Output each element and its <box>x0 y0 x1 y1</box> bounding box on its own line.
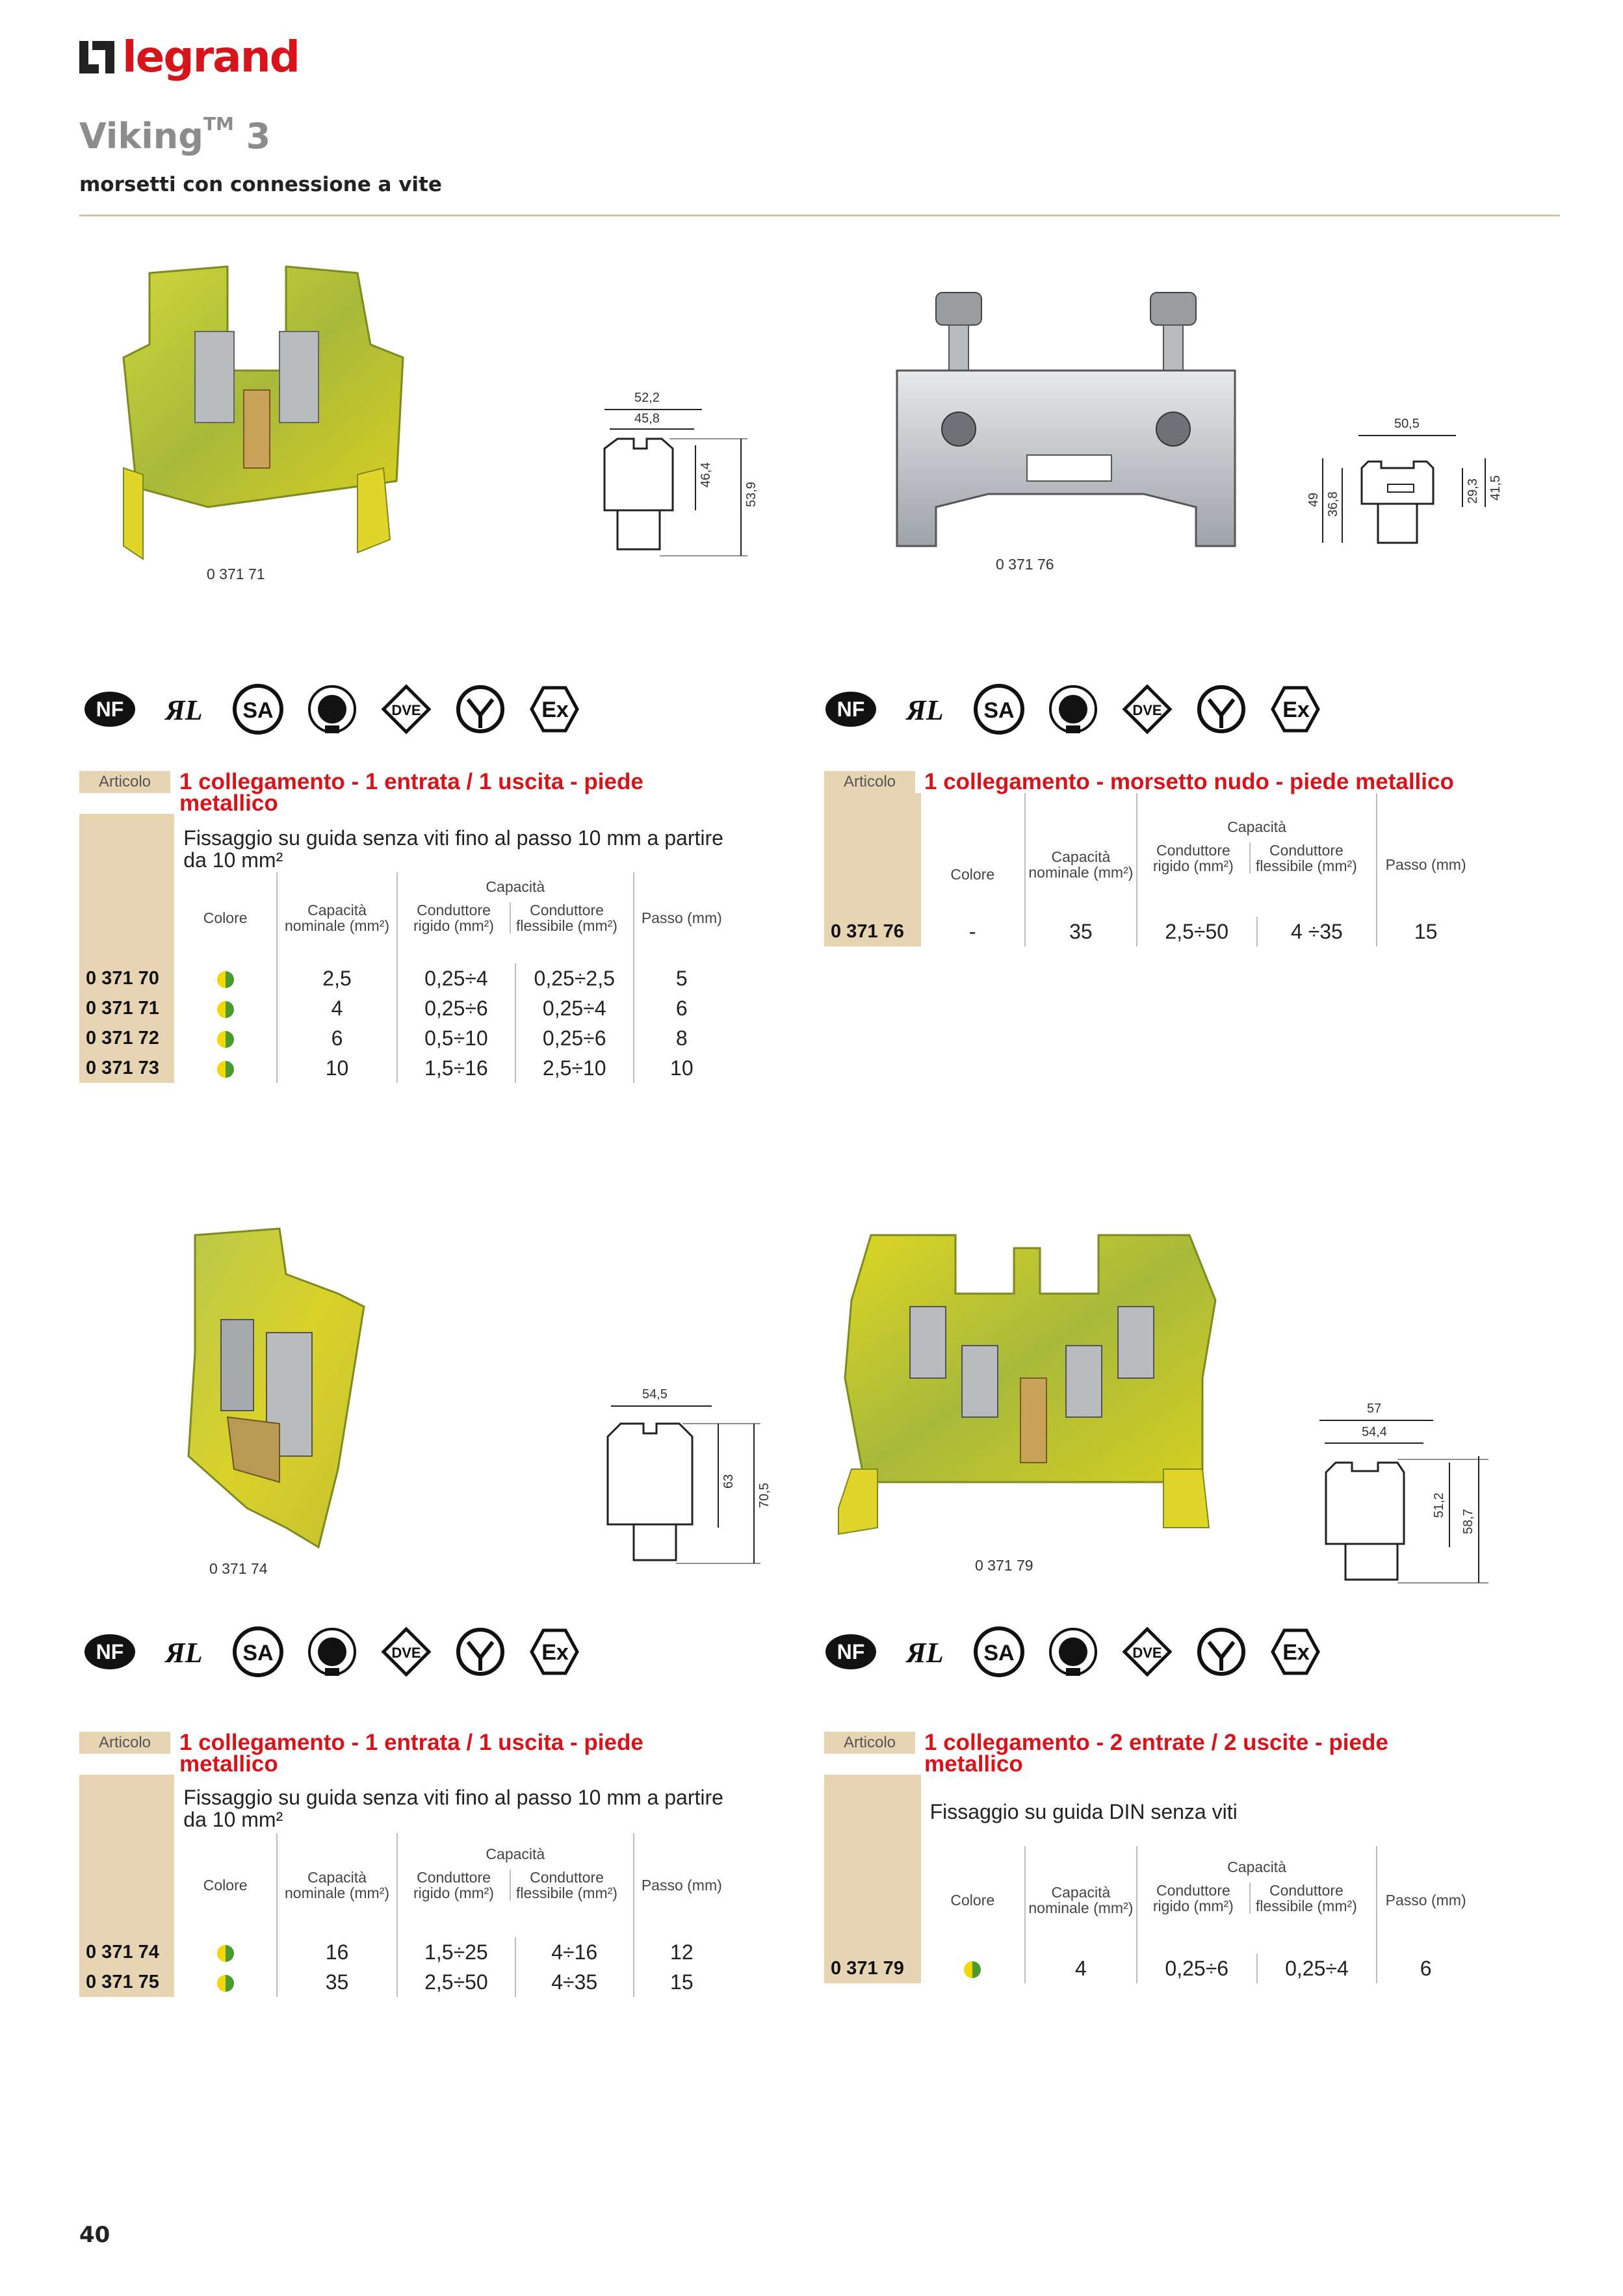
fixing-text: Fissaggio su guida senza viti fino al passo 10 mm a partire da 10 mm² <box>183 826 723 872</box>
csa-icon <box>972 683 1026 736</box>
dim-width-inner: 45,8 <box>634 411 660 426</box>
product-photo-037176 <box>884 273 1248 553</box>
svg-text:NF: NF <box>96 698 124 721</box>
cell-passo: 6 <box>634 993 729 1023</box>
header-capacita-nominale: Capacità nominale (mm²) <box>1025 793 1137 917</box>
dim-width-outer: 57 <box>1367 1402 1382 1416</box>
svg-text:ЯL: ЯL <box>906 694 944 726</box>
table-row <box>79 1967 729 1997</box>
imq-icon <box>1195 683 1248 736</box>
cell-passo: 5 <box>634 963 729 993</box>
cell-nominale: 35 <box>1025 917 1137 946</box>
page-subtitle: morsetti con connessione a vite <box>79 173 442 196</box>
title-text: Viking <box>79 116 203 157</box>
dim-height-inner: 63 <box>721 1474 736 1489</box>
dim-height-inner: 51,2 <box>1432 1493 1446 1518</box>
nf-icon <box>83 1625 136 1678</box>
svg-text:Ex: Ex <box>541 698 569 722</box>
cell-rigido: 0,25÷6 <box>1137 1953 1257 1983</box>
article-code: 0 371 74 <box>79 1937 174 1967</box>
certification-row-4 <box>824 1625 1322 1678</box>
section-title: 1 collegamento - 1 entrata / 1 uscita - piede metallico <box>179 1730 643 1777</box>
cell-flessibile: 2,5÷10 <box>515 1053 634 1083</box>
cell-flessibile: 0,25÷4 <box>1257 1953 1377 1983</box>
table-row <box>79 1053 729 1083</box>
yellow-green-dot-icon <box>217 1001 234 1018</box>
bureau-veritas-icon <box>1046 1625 1100 1678</box>
page-title <box>79 113 271 157</box>
dve-icon <box>1121 683 1174 736</box>
header-capacita-nominale: Capacità nominale (mm²) <box>277 1833 397 1937</box>
dim-h1: 49 <box>1306 492 1321 507</box>
svg-text:NF: NF <box>96 1640 124 1663</box>
table-row <box>79 1937 729 1967</box>
color-swatch <box>174 1053 277 1083</box>
csa-icon <box>972 1625 1026 1678</box>
header-conduttore-rigido: Conduttore rigido (mm²) <box>413 902 494 934</box>
dim-height-outer: 53,9 <box>744 482 759 507</box>
certification-row-1 <box>83 683 581 736</box>
dim-width-outer: 52,2 <box>634 391 660 405</box>
dve-icon <box>380 1625 433 1678</box>
dimension-drawing-3 <box>591 1375 780 1570</box>
yellow-green-dot-icon <box>217 1061 234 1078</box>
yellow-green-dot-icon <box>217 1945 234 1962</box>
product-section-1 <box>79 771 729 1083</box>
ex-icon <box>1269 1625 1322 1678</box>
table-row <box>79 963 729 993</box>
dim-h2: 36,8 <box>1326 491 1340 517</box>
header-passo: Passo (mm) <box>634 1833 729 1937</box>
svg-text:SA: SA <box>983 1641 1015 1665</box>
color-swatch <box>921 1953 1025 1983</box>
header-conduttore-rigido: Conduttore rigido (mm²) <box>413 1869 494 1901</box>
svg-text:NF: NF <box>837 1640 865 1663</box>
product-section-2 <box>824 771 1474 946</box>
yellow-green-dot-icon <box>217 971 234 988</box>
section-title: 1 collegamento - morsetto nudo - piede metallico <box>924 769 1454 794</box>
cell-colore: - <box>968 919 976 943</box>
cell-nominale: 6 <box>277 1023 397 1053</box>
dim-height-outer: 58,7 <box>1461 1509 1475 1534</box>
article-code: 0 371 73 <box>79 1053 174 1083</box>
cell-nominale: 2,5 <box>277 963 397 993</box>
color-swatch <box>174 1023 277 1053</box>
table-row <box>79 993 729 1023</box>
cell-flessibile: 4 ÷35 <box>1257 917 1377 946</box>
page-number: 40 <box>79 2222 110 2248</box>
csa-icon <box>231 683 285 736</box>
imq-icon <box>454 1625 507 1678</box>
yellow-green-dot-icon <box>964 1961 981 1978</box>
fixing-text: Fissaggio su guida DIN senza viti <box>929 1800 1238 1823</box>
header-colore: Colore <box>950 1891 995 1909</box>
header-capacita: Capacità <box>1227 1859 1286 1875</box>
header-passo: Passo (mm) <box>634 872 729 963</box>
article-label: Articolo <box>79 771 170 793</box>
header-conduttore-flessibile: Conduttore flessibile (mm²) <box>1249 842 1362 874</box>
svg-text:SA: SA <box>242 1641 274 1665</box>
article-label: Articolo <box>79 1732 170 1754</box>
header-colore: Colore <box>203 1877 248 1894</box>
svg-text:SA: SA <box>983 698 1015 723</box>
dim-height-outer: 70,5 <box>757 1483 772 1508</box>
cell-rigido: 0,25÷4 <box>397 963 515 993</box>
svg-text:ЯL: ЯL <box>165 1637 203 1669</box>
dim-width-outer: 54,5 <box>642 1387 668 1402</box>
header-conduttore-rigido: Conduttore rigido (mm²) <box>1152 1882 1234 1914</box>
svg-text:ЯL: ЯL <box>165 694 203 726</box>
imq-icon <box>1195 1625 1248 1678</box>
header-capacita: Capacità <box>486 1846 545 1862</box>
header-capacita: Capacità <box>1227 818 1286 835</box>
capacity-group <box>1137 1846 1377 1953</box>
cell-rigido: 2,5÷50 <box>1137 917 1257 946</box>
svg-text:Ex: Ex <box>541 1640 569 1665</box>
product-section-4 <box>824 1732 1474 1983</box>
imq-icon <box>454 683 507 736</box>
header-conduttore-rigido: Conduttore rigido (mm²) <box>1152 842 1234 874</box>
header-capacita: Capacità <box>486 878 545 895</box>
dim-h3: 29,3 <box>1466 478 1480 504</box>
cell-nominale: 16 <box>277 1937 397 1967</box>
svg-text:DVE: DVE <box>391 702 421 718</box>
product-ref-label: 0 371 79 <box>975 1557 1033 1574</box>
header-divider <box>79 215 1560 216</box>
header-capacita-nominale: Capacità nominale (mm²) <box>1025 1846 1137 1953</box>
table-row <box>824 1953 1474 1983</box>
svg-text:SA: SA <box>242 698 274 723</box>
dimension-drawing-4 <box>1306 1394 1501 1589</box>
title-number: 3 <box>246 116 271 157</box>
fixing-text: Fissaggio su guida senza viti fino al passo 10 mm a partire da 10 mm² <box>183 1786 723 1831</box>
ul-icon <box>157 1625 211 1678</box>
dim-height-inner: 46,4 <box>699 462 713 488</box>
cell-flessibile: 0,25÷4 <box>515 993 634 1023</box>
article-code: 0 371 70 <box>79 963 174 993</box>
ul-icon <box>898 683 952 736</box>
cell-rigido: 0,25÷6 <box>397 993 515 1023</box>
bureau-veritas-icon <box>305 1625 359 1678</box>
cell-passo: 15 <box>1377 917 1474 946</box>
ex-icon <box>528 1625 581 1678</box>
section-title: 1 collegamento - 1 entrata / 1 uscita - piede metallico <box>179 769 643 816</box>
product-section-3 <box>79 1732 729 1997</box>
ul-icon <box>898 1625 952 1678</box>
capacity-group <box>397 1833 634 1937</box>
cell-flessibile: 0,25÷6 <box>515 1023 634 1053</box>
product-photo-037174 <box>175 1222 390 1560</box>
article-code: 0 371 72 <box>79 1023 174 1053</box>
product-ref-label: 0 371 76 <box>996 556 1054 573</box>
csa-icon <box>231 1625 285 1678</box>
cell-flessibile: 0,25÷2,5 <box>515 963 634 993</box>
header-conduttore-flessibile: Conduttore flessibile (mm²) <box>510 1870 623 1901</box>
product-photo-037171 <box>97 254 448 566</box>
cell-rigido: 1,5÷16 <box>397 1053 515 1083</box>
legrand-mark-icon <box>78 38 116 76</box>
bureau-veritas-icon <box>1046 683 1100 736</box>
title-sup: TM <box>203 113 234 135</box>
header-capacita-nominale: Capacità nominale (mm²) <box>277 872 397 963</box>
table-row <box>824 917 1474 946</box>
svg-text:DVE: DVE <box>391 1645 421 1661</box>
yellow-green-dot-icon <box>217 1975 234 1992</box>
article-code: 0 371 75 <box>79 1967 174 1997</box>
cell-passo: 10 <box>634 1053 729 1083</box>
table-row <box>79 1023 729 1053</box>
header-passo: Passo (mm) <box>1377 1846 1474 1953</box>
svg-text:Ex: Ex <box>1282 1640 1310 1665</box>
dim-width-outer: 50,5 <box>1394 417 1420 431</box>
color-swatch <box>174 1937 277 1967</box>
article-code: 0 371 71 <box>79 993 174 1023</box>
nf-icon <box>83 683 136 736</box>
cell-passo: 15 <box>634 1967 729 1997</box>
section-title: 1 collegamento - 2 entrate / 2 uscite - piede metallico <box>924 1730 1388 1777</box>
product-ref-label: 0 371 74 <box>209 1560 268 1577</box>
header-colore: Colore <box>950 866 995 883</box>
cell-rigido: 1,5÷25 <box>397 1937 515 1967</box>
dve-icon <box>1121 1625 1174 1678</box>
svg-text:NF: NF <box>837 698 865 721</box>
cell-passo: 8 <box>634 1023 729 1053</box>
certification-row-3 <box>83 1625 581 1678</box>
cell-nominale: 10 <box>277 1053 397 1083</box>
nf-icon <box>824 683 877 736</box>
color-swatch <box>174 993 277 1023</box>
article-code: 0 371 79 <box>824 1953 921 1983</box>
cell-rigido: 0,5÷10 <box>397 1023 515 1053</box>
dim-h4: 41,5 <box>1488 475 1503 501</box>
ex-icon <box>528 683 581 736</box>
cell-flessibile: 4÷35 <box>515 1967 634 1997</box>
dimension-drawing-1 <box>585 384 773 566</box>
cell-nominale: 4 <box>277 993 397 1023</box>
article-code: 0 371 76 <box>824 917 921 946</box>
article-label: Articolo <box>824 1732 915 1754</box>
cell-nominale: 4 <box>1025 1953 1137 1983</box>
product-photo-037179 <box>825 1222 1241 1554</box>
svg-text:DVE: DVE <box>1132 1645 1162 1661</box>
color-swatch <box>174 963 277 993</box>
brand-name: legrand <box>122 32 299 82</box>
ex-icon <box>1269 683 1322 736</box>
svg-text:DVE: DVE <box>1132 702 1162 718</box>
yellow-green-dot-icon <box>217 1031 234 1048</box>
dimension-drawing-2 <box>1297 403 1518 559</box>
header-conduttore-flessibile: Conduttore flessibile (mm²) <box>1249 1883 1362 1914</box>
brand-logo <box>78 34 299 81</box>
product-ref-label: 0 371 71 <box>207 566 265 582</box>
nf-icon <box>824 1625 877 1678</box>
header-conduttore-flessibile: Conduttore flessibile (mm²) <box>510 902 623 933</box>
capacity-group <box>1137 793 1377 917</box>
cell-rigido: 2,5÷50 <box>397 1967 515 1997</box>
cell-passo: 6 <box>1377 1953 1474 1983</box>
svg-text:ЯL: ЯL <box>906 1637 944 1669</box>
capacity-group <box>397 872 634 963</box>
dve-icon <box>380 683 433 736</box>
svg-text:Ex: Ex <box>1282 698 1310 722</box>
ul-icon <box>157 683 211 736</box>
certification-row-2 <box>824 683 1322 736</box>
color-swatch <box>174 1967 277 1997</box>
header-colore: Colore <box>203 909 248 926</box>
cell-nominale: 35 <box>277 1967 397 1997</box>
bureau-veritas-icon <box>305 683 359 736</box>
cell-passo: 12 <box>634 1937 729 1967</box>
dim-width-inner: 54,4 <box>1362 1425 1387 1439</box>
cell-flessibile: 4÷16 <box>515 1937 634 1967</box>
header-passo: Passo (mm) <box>1377 793 1474 917</box>
article-label: Articolo <box>824 771 915 793</box>
